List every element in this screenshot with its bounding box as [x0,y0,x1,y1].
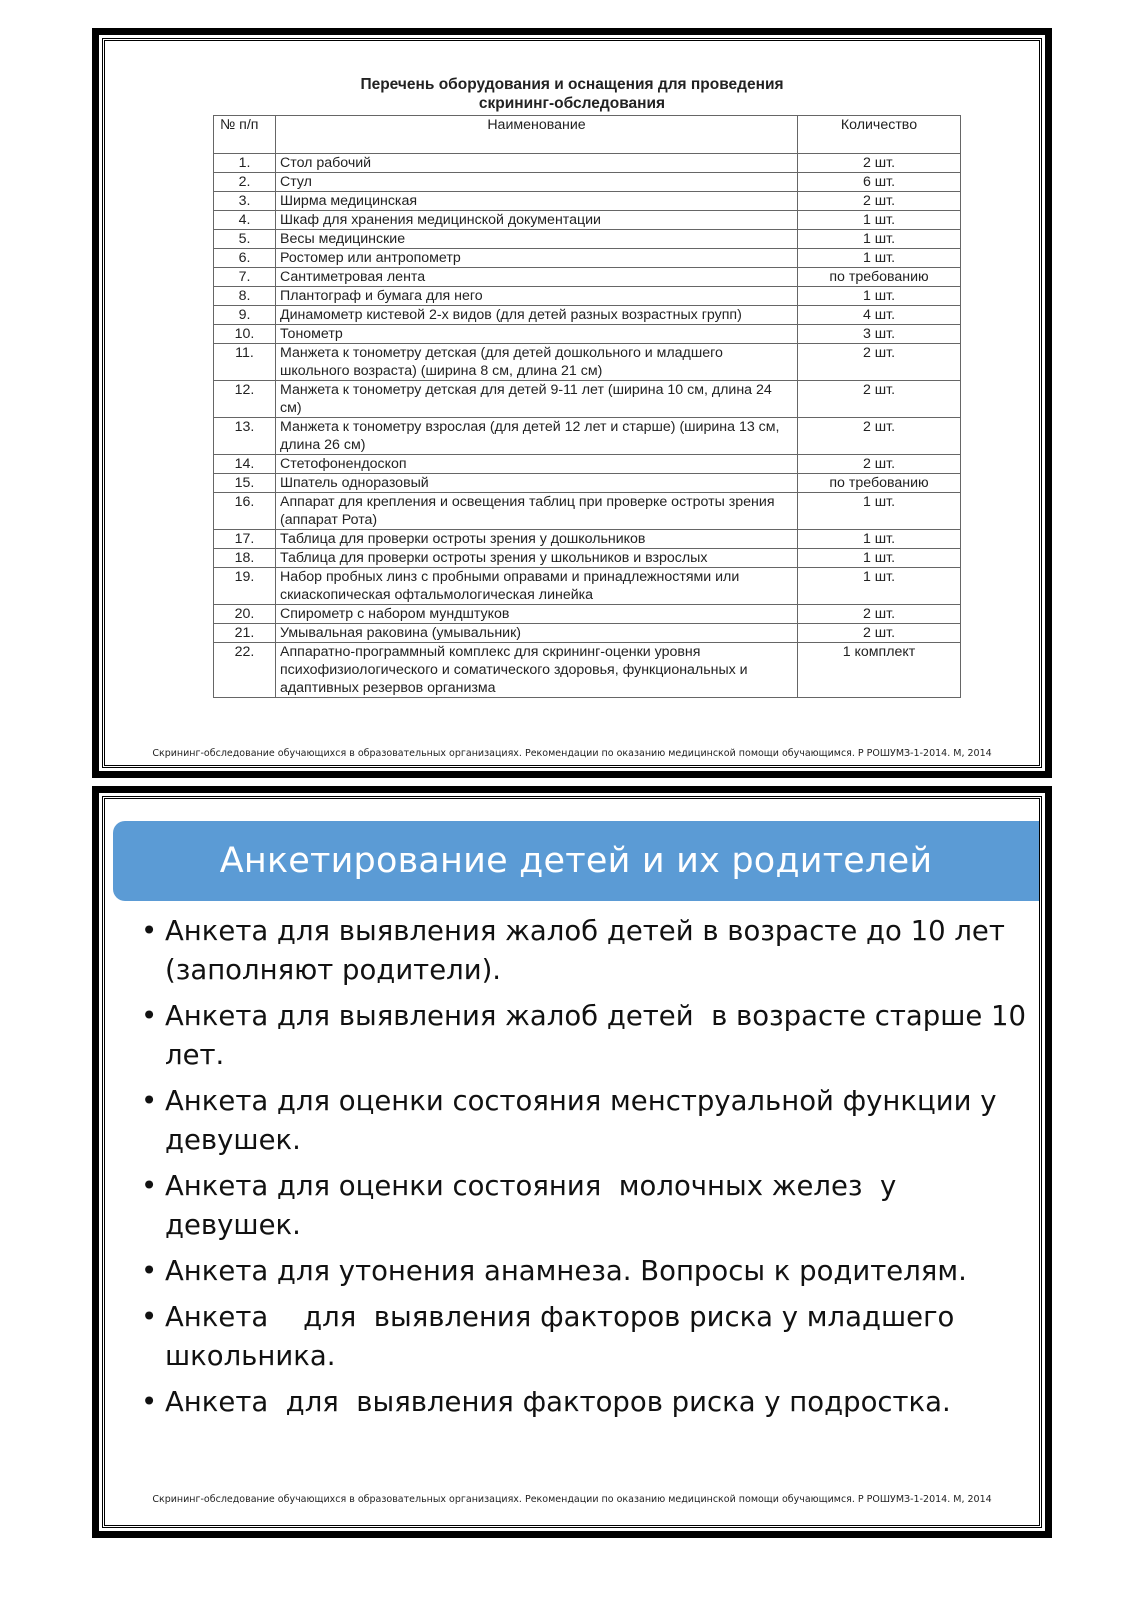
row-name-cell: Ширма медицинская [276,192,798,211]
row-number-cell: 9. [214,306,276,325]
table-row [214,325,961,344]
equipment-table [213,115,961,698]
row-number-cell: 7. [214,268,276,287]
list-item-text: Анкета для выявления жалоб детей в возрасте старше 10 лет. [165,1000,1035,1071]
bullet-icon: • [141,1170,158,1202]
row-quantity-cell: 1 шт. [798,568,961,605]
table-row [214,418,961,455]
bullet-icon: • [141,1301,158,1333]
row-number-cell: 22. [214,643,276,698]
table-row [214,530,961,549]
list-item [141,1383,1029,1422]
list-item [141,1167,1029,1245]
row-number-cell: 10. [214,325,276,344]
table-row [214,624,961,643]
list-item [141,912,1029,990]
row-name-cell: Манжета к тонометру взрослая (для детей 12 лет и старше) (ширина 13 см, длина 26 см) [276,418,798,455]
table-row [214,230,961,249]
row-number-cell: 2. [214,173,276,192]
row-name-cell: Динамометр кистевой 2-х видов (для детей разных возрастных групп) [276,306,798,325]
row-quantity-cell: 1 шт. [798,230,961,249]
table-row [214,249,961,268]
list-item [141,1082,1029,1160]
slide-frame [102,38,1042,768]
row-quantity-cell: 2 шт. [798,418,961,455]
row-name-cell: Плантограф и бумага для него [276,287,798,306]
row-name-cell: Набор пробных линз с пробными оправами и принадлежностями или скиаскопическая офтальмологическая линейка [276,568,798,605]
table-row [214,154,961,173]
row-number-cell: 1. [214,154,276,173]
table-row [214,344,961,381]
table-row [214,605,961,624]
row-number-cell: 6. [214,249,276,268]
slide-frame [102,796,1042,1528]
row-quantity-cell: 1 шт. [798,249,961,268]
row-number-cell: 5. [214,230,276,249]
row-quantity-cell: 1 шт. [798,493,961,530]
row-name-cell: Манжета к тонометру детская (для детей дошкольного и младшего школьного возраста) (ширина 8 см, длина 21 см) [276,344,798,381]
list-item-text: Анкета для оценки состояния молочных желез у девушек. [165,1170,906,1241]
row-number-cell: 11. [214,344,276,381]
table-row [214,474,961,493]
row-quantity-cell: 1 шт. [798,211,961,230]
row-name-cell: Таблица для проверки остроты зрения у школьников и взрослых [276,549,798,568]
row-name-cell: Шкаф для хранения медицинской документации [276,211,798,230]
row-quantity-cell: 3 шт. [798,325,961,344]
table-row [214,287,961,306]
row-quantity-cell: 2 шт. [798,605,961,624]
column-header-quantity: Количество [798,116,961,154]
bullet-icon: • [141,1000,158,1032]
row-name-cell: Спирометр с набором мундштуков [276,605,798,624]
slide-footer-citation: Скрининг-обследование обучающихся в образовательных организациях. Рекомендации по оказанию медицинской помощи обучающимся. Р РОШУМЗ-1-2014. М, 2014 [152,1494,992,1505]
table-row [214,211,961,230]
questionnaire-list [141,912,1035,1429]
row-number-cell: 18. [214,549,276,568]
list-item-text: Анкета для выявления жалоб детей в возрасте до 10 лет (заполняют родители). [165,915,1014,986]
list-item [141,997,1035,1075]
table-row [214,643,961,698]
equipment-title-line-2: скрининг-обследования [478,95,666,112]
row-quantity-cell: 6 шт. [798,173,961,192]
row-number-cell: 17. [214,530,276,549]
table-row [214,306,961,325]
list-item [141,1298,1029,1376]
row-quantity-cell: 1 комплект [798,643,961,698]
row-number-cell: 19. [214,568,276,605]
row-quantity-cell: 2 шт. [798,154,961,173]
row-quantity-cell: 1 шт. [798,530,961,549]
row-name-cell: Ростомер или антропометр [276,249,798,268]
table-row [214,493,961,530]
table-header-row [214,116,961,154]
bullet-icon: • [141,915,158,947]
table-row [214,381,961,418]
row-quantity-cell: 1 шт. [798,549,961,568]
row-quantity-cell: по требованию [798,474,961,493]
row-name-cell: Тонометр [276,325,798,344]
slide-questionnaires [92,786,1052,1538]
row-quantity-cell: 2 шт. [798,624,961,643]
slide-title-banner: Анкетирование детей и их родителей [113,821,1039,901]
row-name-cell: Стетофонендоскоп [276,455,798,474]
row-name-cell: Таблица для проверки остроты зрения у дошкольников [276,530,798,549]
row-number-cell: 21. [214,624,276,643]
row-quantity-cell: 2 шт. [798,344,961,381]
column-header-name: Наименование [276,116,798,154]
column-header-number: № п/п [214,116,276,154]
row-name-cell: Сантиметровая лента [276,268,798,287]
row-number-cell: 8. [214,287,276,306]
list-item-text: Анкета для выявления факторов риска у младшего школьника. [165,1301,964,1372]
slide-equipment-list [92,28,1052,778]
row-number-cell: 12. [214,381,276,418]
list-item-text: Анкета для утонения анамнеза. Вопросы к родителям. [165,1255,967,1287]
slide-footer-citation: Скрининг-обследование обучающихся в образовательных организациях. Рекомендации по оказанию медицинской помощи обучающимся. Р РОШУМЗ-1-2014. М, 2014 [152,748,992,759]
row-quantity-cell: 2 шт. [798,381,961,418]
equipment-title-line-1: Перечень оборудования и оснащения для проведения [360,76,784,93]
row-quantity-cell: 1 шт. [798,287,961,306]
equipment-table-body [214,154,961,698]
table-row [214,549,961,568]
table-row [214,568,961,605]
row-quantity-cell: 2 шт. [798,192,961,211]
bullet-icon: • [141,1386,158,1418]
table-row [214,192,961,211]
row-quantity-cell: по требованию [798,268,961,287]
list-item-text: Анкета для выявления факторов риска у подростка. [165,1386,951,1418]
table-row [214,173,961,192]
row-name-cell: Аппарат для крепления и освещения таблиц при проверке остроты зрения (аппарат Рота) [276,493,798,530]
row-name-cell: Манжета к тонометру детская для детей 9-11 лет (ширина 10 см, длина 24 см) [276,381,798,418]
row-name-cell: Шпатель одноразовый [276,474,798,493]
row-name-cell: Умывальная раковина (умывальник) [276,624,798,643]
row-number-cell: 20. [214,605,276,624]
row-name-cell: Аппаратно-программный комплекс для скрининг-оценки уровня психофизиологического и соматического здоровья, функциональных и адаптивных резервов организма [276,643,798,698]
row-name-cell: Весы медицинские [276,230,798,249]
row-number-cell: 16. [214,493,276,530]
row-number-cell: 14. [214,455,276,474]
list-item-text: Анкета для оценки состояния менструальной функции у девушек. [165,1085,1006,1156]
row-quantity-cell: 2 шт. [798,455,961,474]
row-number-cell: 3. [214,192,276,211]
row-number-cell: 15. [214,474,276,493]
equipment-title [105,75,1039,113]
table-row [214,455,961,474]
row-quantity-cell: 4 шт. [798,306,961,325]
row-name-cell: Стол рабочий [276,154,798,173]
list-item [141,1252,1029,1291]
row-name-cell: Стул [276,173,798,192]
row-number-cell: 13. [214,418,276,455]
row-number-cell: 4. [214,211,276,230]
bullet-icon: • [141,1255,158,1287]
bullet-icon: • [141,1085,158,1117]
table-row [214,268,961,287]
